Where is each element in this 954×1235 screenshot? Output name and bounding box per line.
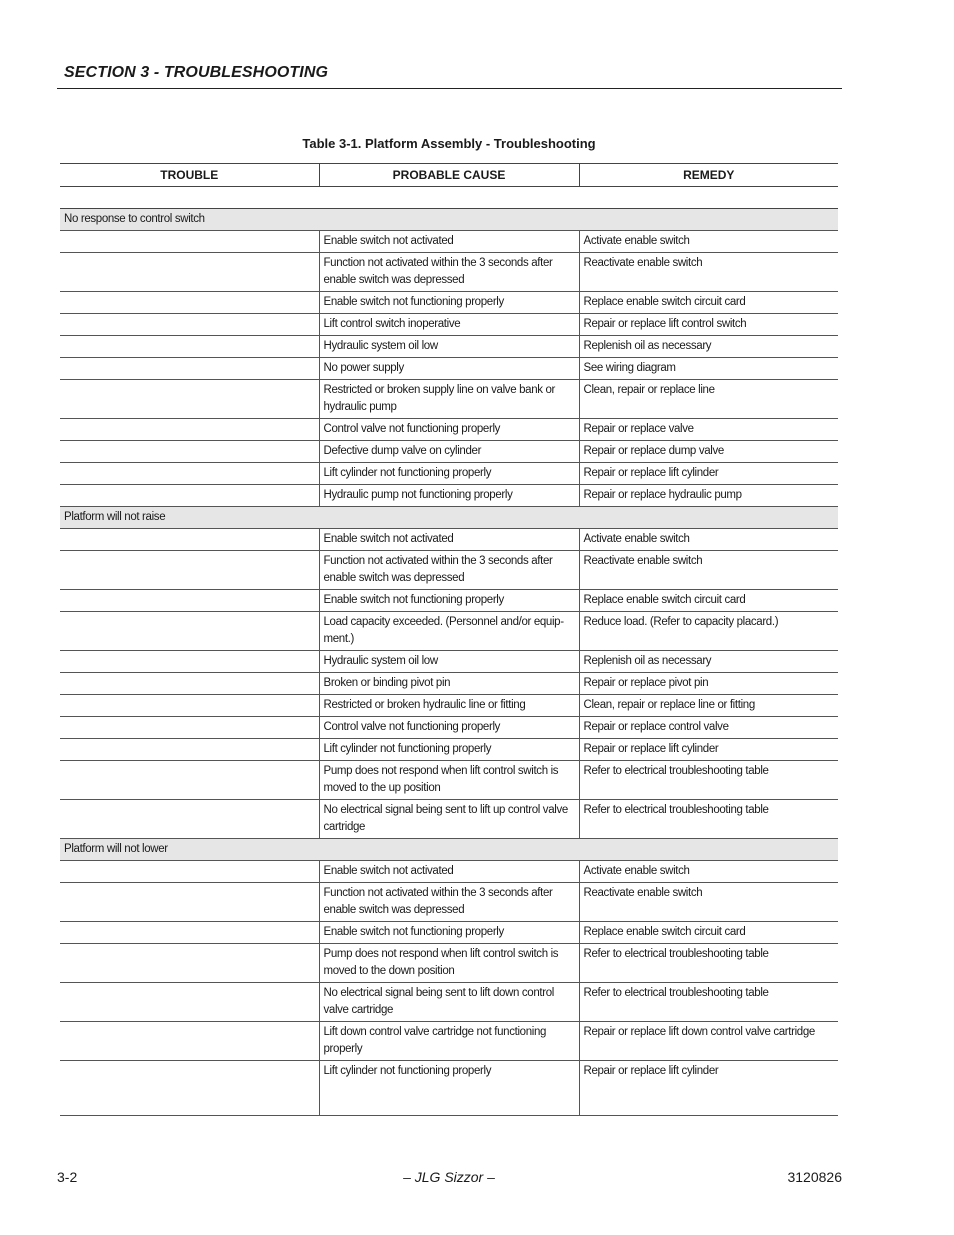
probable-cause-cell: Restricted or broken supply line on valve bank or hydraulic pump (319, 380, 579, 419)
trouble-label: Platform will not lower (60, 839, 838, 861)
probable-cause-cell: Enable switch not activated (319, 231, 579, 253)
table-row (60, 761, 838, 800)
table-row (60, 529, 838, 551)
section-divider (57, 88, 842, 89)
trouble-cell (60, 717, 319, 739)
trouble-cell (60, 612, 319, 651)
probable-cause-cell: Enable switch not functioning properly (319, 292, 579, 314)
probable-cause-cell: Hydraulic system oil low (319, 651, 579, 673)
trouble-cell (60, 651, 319, 673)
remedy-cell: Activate enable switch (579, 861, 838, 883)
table-row (60, 590, 838, 612)
remedy-cell: Refer to electrical troubleshooting table (579, 761, 838, 800)
trouble-cell (60, 253, 319, 292)
remedy-cell: Replenish oil as necessary (579, 651, 838, 673)
trouble-label: Platform will not raise (60, 507, 838, 529)
table-row (60, 1061, 838, 1116)
table-header (60, 164, 838, 187)
trouble-group-row (60, 209, 838, 231)
remedy-cell: Repair or replace lift down control valve cartridge (579, 1022, 838, 1061)
trouble-cell (60, 761, 319, 800)
table-row (60, 419, 838, 441)
probable-cause-cell: Defective dump valve on cylinder (319, 441, 579, 463)
probable-cause-cell: Lift control switch inoperative (319, 314, 579, 336)
table-body (60, 187, 838, 1116)
remedy-cell: Reactivate enable switch (579, 551, 838, 590)
trouble-cell (60, 800, 319, 839)
trouble-cell (60, 1061, 319, 1116)
trouble-cell (60, 739, 319, 761)
table-row (60, 485, 838, 507)
probable-cause-cell: Broken or binding pivot pin (319, 673, 579, 695)
table-row (60, 551, 838, 590)
remedy-cell: Clean, repair or replace line or fitting (579, 695, 838, 717)
column-header-trouble: TROUBLE (60, 164, 319, 187)
remedy-cell: Repair or replace control valve (579, 717, 838, 739)
probable-cause-cell: Pump does not respond when lift control switch is moved to the up position (319, 761, 579, 800)
table-row (60, 463, 838, 485)
trouble-cell (60, 944, 319, 983)
remedy-cell: Repair or replace lift cylinder (579, 463, 838, 485)
page-number: 3-2 (57, 1169, 78, 1185)
table-row (60, 612, 838, 651)
table-row (60, 695, 838, 717)
table-row (60, 800, 838, 839)
probable-cause-cell: Lift cylinder not functioning properly (319, 1061, 579, 1116)
document-number: 3120826 (787, 1169, 842, 1185)
table-row (60, 253, 838, 292)
table-row (60, 380, 838, 419)
probable-cause-cell: Pump does not respond when lift control switch is moved to the down position (319, 944, 579, 983)
probable-cause-cell: No power supply (319, 358, 579, 380)
table-row (60, 651, 838, 673)
trouble-cell (60, 673, 319, 695)
table-caption: Table 3-1. Platform Assembly - Troubleshooting (302, 136, 596, 151)
probable-cause-cell: Control valve not functioning properly (319, 717, 579, 739)
remedy-cell: Activate enable switch (579, 231, 838, 253)
table-row (60, 861, 838, 883)
troubleshooting-table (60, 163, 838, 1116)
remedy-cell: Reduce load. (Refer to capacity placard.) (579, 612, 838, 651)
remedy-cell: Activate enable switch (579, 529, 838, 551)
table-row (60, 983, 838, 1022)
probable-cause-cell: Function not activated within the 3 seconds after enable switch was depressed (319, 253, 579, 292)
probable-cause-cell: Enable switch not functioning properly (319, 922, 579, 944)
trouble-cell (60, 314, 319, 336)
trouble-label: No response to control switch (60, 209, 838, 231)
probable-cause-cell: Control valve not functioning properly (319, 419, 579, 441)
trouble-cell (60, 1022, 319, 1061)
table-row (60, 231, 838, 253)
remedy-cell: See wiring diagram (579, 358, 838, 380)
probable-cause-cell: Lift cylinder not functioning properly (319, 463, 579, 485)
remedy-cell: Repair or replace lift control switch (579, 314, 838, 336)
table-row (60, 739, 838, 761)
footer-title: – JLG Sizzor – (403, 1169, 495, 1185)
remedy-cell: Clean, repair or replace line (579, 380, 838, 419)
trouble-cell (60, 231, 319, 253)
column-header-remedy: REMEDY (579, 164, 838, 187)
trouble-cell (60, 861, 319, 883)
probable-cause-cell: Function not activated within the 3 seconds after enable switch was depressed (319, 883, 579, 922)
table-row (60, 883, 838, 922)
trouble-group-row (60, 839, 838, 861)
remedy-cell: Reactivate enable switch (579, 253, 838, 292)
trouble-cell (60, 551, 319, 590)
remedy-cell: Repair or replace valve (579, 419, 838, 441)
table-row (60, 336, 838, 358)
trouble-cell (60, 983, 319, 1022)
table-row (60, 358, 838, 380)
probable-cause-cell: Enable switch not functioning properly (319, 590, 579, 612)
remedy-cell: Repair or replace dump valve (579, 441, 838, 463)
trouble-cell (60, 485, 319, 507)
remedy-cell: Replenish oil as necessary (579, 336, 838, 358)
trouble-cell (60, 419, 319, 441)
table-row (60, 717, 838, 739)
probable-cause-cell: No electrical signal being sent to lift down control valve cartridge (319, 983, 579, 1022)
remedy-cell: Replace enable switch circuit card (579, 292, 838, 314)
remedy-cell: Reactivate enable switch (579, 883, 838, 922)
probable-cause-cell: Enable switch not activated (319, 529, 579, 551)
probable-cause-cell: Hydraulic pump not functioning properly (319, 485, 579, 507)
trouble-cell (60, 441, 319, 463)
remedy-cell: Repair or replace pivot pin (579, 673, 838, 695)
table-row (60, 441, 838, 463)
column-header-probable-cause: PROBABLE CAUSE (319, 164, 579, 187)
remedy-cell: Refer to electrical troubleshooting table (579, 983, 838, 1022)
trouble-cell (60, 922, 319, 944)
probable-cause-cell: Hydraulic system oil low (319, 336, 579, 358)
probable-cause-cell: Enable switch not activated (319, 861, 579, 883)
table-row (60, 922, 838, 944)
trouble-cell (60, 380, 319, 419)
probable-cause-cell: Load capacity exceeded. (Personnel and/or equip-ment.) (319, 612, 579, 651)
remedy-cell: Replace enable switch circuit card (579, 590, 838, 612)
trouble-cell (60, 358, 319, 380)
trouble-cell (60, 336, 319, 358)
trouble-cell (60, 695, 319, 717)
table-row (60, 292, 838, 314)
trouble-cell (60, 463, 319, 485)
remedy-cell: Repair or replace hydraulic pump (579, 485, 838, 507)
trouble-cell (60, 590, 319, 612)
trouble-cell (60, 883, 319, 922)
remedy-cell: Repair or replace lift cylinder (579, 1061, 838, 1116)
remedy-cell: Replace enable switch circuit card (579, 922, 838, 944)
table-row (60, 944, 838, 983)
remedy-cell: Refer to electrical troubleshooting table (579, 944, 838, 983)
probable-cause-cell: Restricted or broken hydraulic line or fitting (319, 695, 579, 717)
probable-cause-cell: Lift cylinder not functioning properly (319, 739, 579, 761)
trouble-group-row (60, 507, 838, 529)
remedy-cell: Repair or replace lift cylinder (579, 739, 838, 761)
trouble-cell (60, 529, 319, 551)
section-title: SECTION 3 - TROUBLESHOOTING (64, 64, 329, 81)
table-row (60, 1022, 838, 1061)
probable-cause-cell: Lift down control valve cartridge not functioning properly (319, 1022, 579, 1061)
probable-cause-cell: Function not activated within the 3 seconds after enable switch was depressed (319, 551, 579, 590)
remedy-cell: Refer to electrical troubleshooting table (579, 800, 838, 839)
table-row (60, 314, 838, 336)
table-row (60, 673, 838, 695)
trouble-cell (60, 292, 319, 314)
header-spacer-row (60, 187, 838, 209)
probable-cause-cell: No electrical signal being sent to lift up control valve cartridge (319, 800, 579, 839)
